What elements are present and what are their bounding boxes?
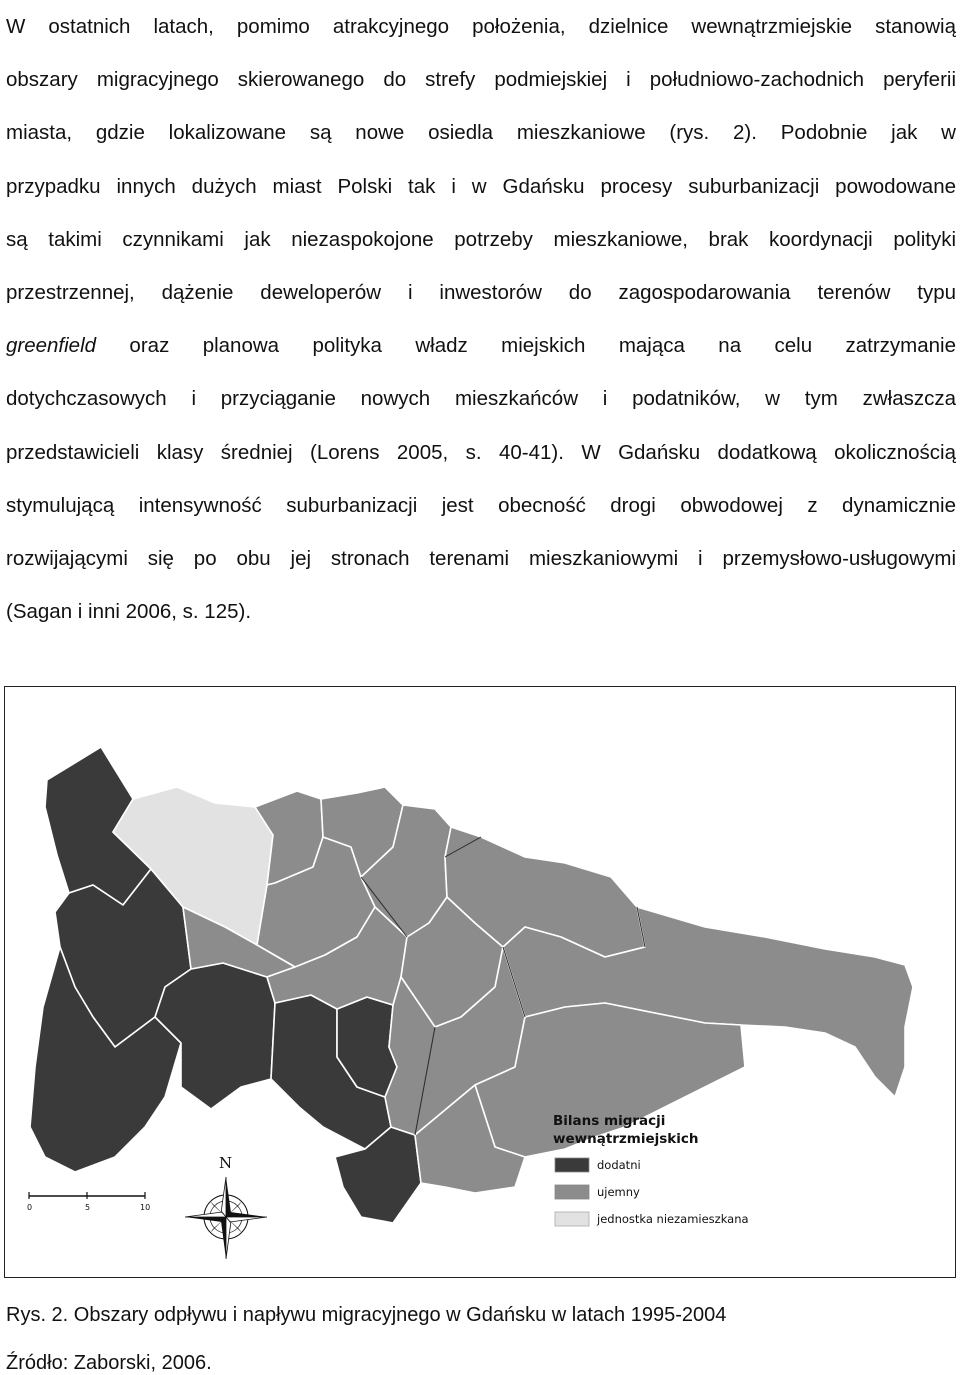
body-paragraph (6, 0, 956, 638)
text-line: miasta, gdzie lokalizowane są nowe osiedla mieszkaniowe (rys. 2). Podobnie jak w (6, 121, 956, 145)
figure-caption: Rys. 2. Obszary odpływu i napływu migracyjnego w Gdańsku w latach 1995-2004 (6, 1304, 727, 1326)
scale-label: 10 (140, 1203, 151, 1212)
legend-label-positive: dodatni (597, 1158, 641, 1172)
text-fragment: oraz planowa polityka władz miejskich mająca na celu zatrzymanie (96, 334, 956, 358)
legend-swatch-positive (555, 1158, 589, 1172)
legend-label-negative: ujemny (597, 1185, 640, 1199)
legend-label-uninhabited: jednostka niezamieszkana (597, 1212, 749, 1226)
legend-title: Bilans migracji (553, 1113, 666, 1129)
legend-title: wewnątrzmiejskich (553, 1131, 699, 1147)
text-line: przedstawicieli klasy średniej (Lorens 2005, s. 40-41). W Gdańsku dodatkową okolicznością (6, 440, 956, 464)
figure-source: Źródło: Zaborski, 2006. (6, 1352, 212, 1374)
text-line: rozwijającymi się po obu jej stronach terenami mieszkaniowymi i przemysłowo-usługowymi (6, 546, 956, 570)
scale-bar (27, 1192, 150, 1212)
text-line: obszary migracyjnego skierowanego do strefy podmiejskiej i południowo-zachodnich peryferii (6, 68, 956, 92)
text-line: W ostatnich latach, pomimo atrakcyjnego położenia, dzielnice wewnątrzmiejskie stanowią (6, 15, 956, 38)
legend-swatch-negative (555, 1185, 589, 1199)
legend-swatch-uninhabited (555, 1212, 589, 1226)
scale-label: 5 (85, 1203, 91, 1212)
text-line: przypadku innych dużych miast Polski tak i w Gdańsku procesy suburbanizacji powodowane (6, 174, 956, 198)
district-positive (155, 963, 275, 1109)
scale-label: 0 (27, 1203, 33, 1212)
text-line: stymulującą intensywność suburbanizacji jest obecność drogi obwodowej z dynamicznie (6, 493, 956, 517)
gdansk-migration-map (5, 687, 954, 1276)
text-line: są takimi czynnikami jak niezaspokojone potrzeby mieszkaniowe, brak koordynacji polityki (6, 227, 956, 251)
text-line: dotychczasowych i przyciąganie nowych mieszkańców i podatników, w tym zwłaszcza (6, 387, 956, 411)
map-figure (4, 686, 956, 1278)
text-line: przestrzennej, dążenie deweloperów i inwestorów do zagospodarowania terenów typu (6, 280, 956, 304)
text-line (6, 319, 956, 372)
compass-icon (185, 1154, 267, 1259)
district-positive (335, 1127, 421, 1223)
north-label: N (219, 1154, 233, 1172)
text-line: (Sagan i inni 2006, s. 125). (6, 600, 252, 624)
italic-term: greenfield (6, 334, 97, 358)
